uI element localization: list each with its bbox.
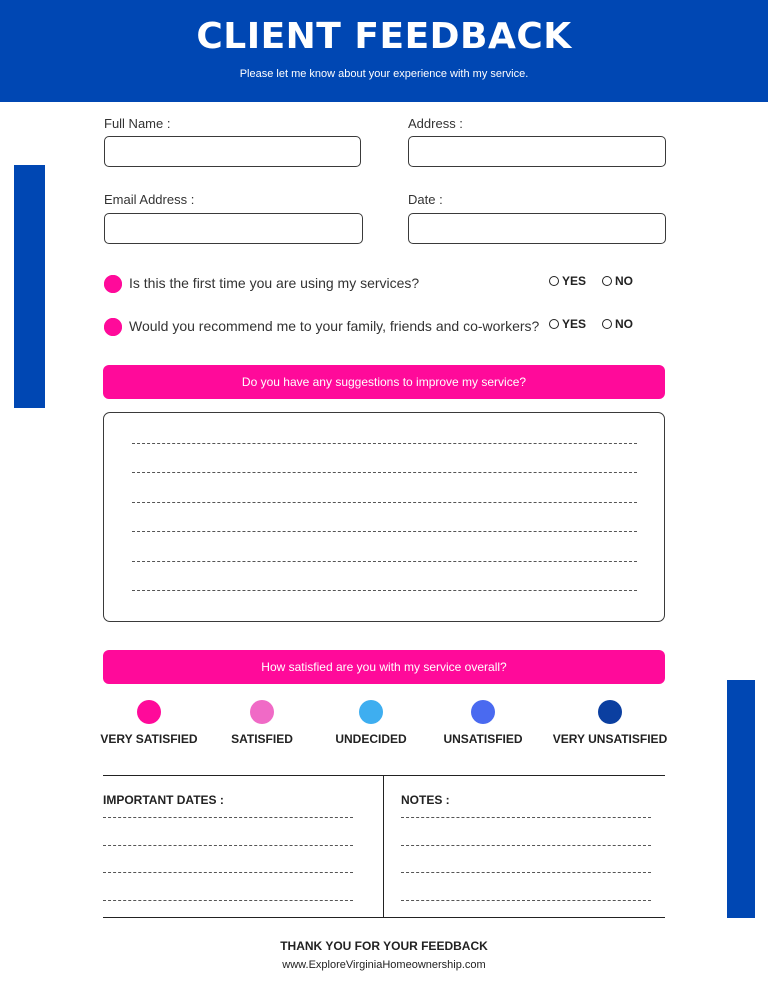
page-title: CLIENT FEEDBACK: [196, 16, 572, 57]
suggestions-banner: Do you have any suggestions to improve my service?: [103, 365, 665, 399]
dates-writing-line[interactable]: [103, 845, 353, 846]
radio-circle-icon[interactable]: [602, 276, 612, 286]
suggestions-textarea[interactable]: [103, 412, 665, 622]
header-banner: [0, 0, 768, 102]
question-row: [103, 272, 668, 296]
radio-circle-icon[interactable]: [549, 276, 559, 286]
yes-label: YES: [562, 317, 587, 331]
writing-line: [132, 443, 637, 444]
writing-line: [132, 472, 637, 473]
website-link[interactable]: www.ExploreVirginiaHomeownership.com: [282, 959, 486, 971]
rating-label: SATISFIED: [231, 732, 293, 746]
rating-burst-icon[interactable]: [473, 702, 493, 722]
date-input[interactable]: [408, 213, 666, 244]
rating-option-unsatisfied[interactable]: [438, 702, 528, 746]
no-label: NO: [615, 274, 633, 288]
decorative-bar-right: [727, 680, 755, 918]
dates-writing-line[interactable]: [103, 817, 353, 818]
writing-line: [132, 531, 637, 532]
question-row: [103, 315, 668, 339]
rating-burst-icon[interactable]: [139, 702, 159, 722]
writing-line: [132, 590, 637, 591]
notes-title: NOTES :: [401, 793, 450, 807]
rating-option-undecided[interactable]: [331, 702, 411, 746]
rating-burst-icon[interactable]: [252, 702, 272, 722]
question-text: Would you recommend me to your family, friends and co-workers?: [129, 318, 540, 334]
rating-option-very-satisfied[interactable]: [99, 702, 199, 746]
radio-circle-icon[interactable]: [549, 319, 559, 329]
email-input[interactable]: [104, 213, 363, 244]
yes-label: YES: [562, 274, 587, 288]
notes-writing-line[interactable]: [401, 845, 651, 846]
email-label: Email Address :: [104, 192, 195, 207]
rating-label: UNSATISFIED: [443, 732, 523, 746]
notes-writing-line[interactable]: [401, 900, 651, 901]
divider: [103, 775, 665, 776]
no-option[interactable]: [602, 317, 633, 331]
important-dates-title: IMPORTANT DATES :: [103, 793, 224, 807]
question-text: Is this the first time you are using my services?: [129, 275, 420, 291]
pink-burst-bullet-icon: [104, 318, 122, 336]
satisfaction-banner: How satisfied are you with my service overall?: [103, 650, 665, 684]
rating-label: UNDECIDED: [335, 732, 407, 746]
full-name-label: Full Name :: [104, 116, 171, 131]
full-name-input[interactable]: [104, 136, 361, 167]
notes-writing-line[interactable]: [401, 872, 651, 873]
rating-burst-icon[interactable]: [600, 702, 620, 722]
date-label: Date :: [408, 192, 443, 207]
no-label: NO: [615, 317, 633, 331]
page-subtitle: Please let me know about your experience with my service.: [239, 68, 529, 80]
writing-line: [132, 502, 637, 503]
address-input[interactable]: [408, 136, 666, 167]
pink-burst-bullet-icon: [104, 275, 122, 293]
thank-you-text: THANK YOU FOR YOUR FEEDBACK: [280, 939, 488, 953]
rating-option-satisfied[interactable]: [222, 702, 302, 746]
divider-vertical: [383, 776, 384, 918]
writing-line: [132, 561, 637, 562]
decorative-bar-left: [14, 165, 45, 408]
rating-label: VERY UNSATISFIED: [552, 732, 668, 746]
no-option[interactable]: [602, 274, 633, 288]
rating-option-very-unsatisfied[interactable]: [552, 702, 668, 746]
divider: [103, 917, 665, 918]
notes-writing-line[interactable]: [401, 817, 651, 818]
rating-label: VERY SATISFIED: [100, 732, 198, 746]
yes-option[interactable]: [549, 274, 586, 288]
dates-writing-line[interactable]: [103, 900, 353, 901]
yes-option[interactable]: [549, 317, 586, 331]
dates-writing-line[interactable]: [103, 872, 353, 873]
address-label: Address :: [408, 116, 463, 131]
radio-circle-icon[interactable]: [602, 319, 612, 329]
rating-burst-icon[interactable]: [361, 702, 381, 722]
